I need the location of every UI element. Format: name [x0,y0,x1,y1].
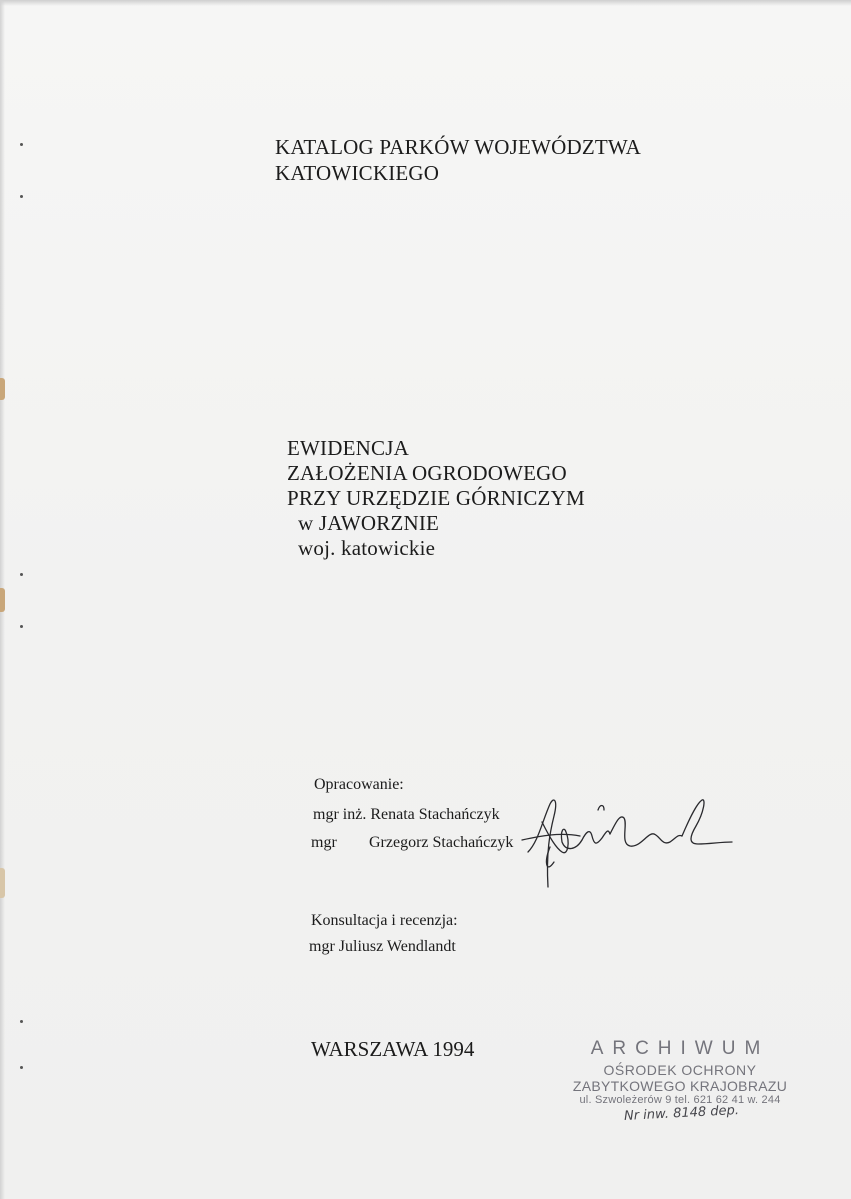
stamp-line-3: ZABYTKOWEGO KRAJOBRAZU [572,1078,788,1094]
handwritten-signature [520,792,735,892]
consultant-name: mgr Juliusz Wendlandt [309,938,456,955]
stamp-line-4: ul. Szwoleżerów 9 tel. 621 62 41 w. 244 [579,1094,781,1106]
binding-hole-mark [20,195,23,198]
scan-edge-top [0,0,851,6]
inventory-number-note: Nr inw. 8148 dep. [623,1103,740,1124]
binding-hole-mark [20,625,23,628]
catalog-header-line-2: KATOWICKIEGO [275,161,440,185]
binder-tab-mark [0,868,5,898]
title-line-5: woj. katowickie [298,536,436,560]
title-line-1: EWIDENCJA [287,436,409,460]
stamp-line-1: ARCHIWUM [590,1038,770,1059]
title-line-4: w JAWORZNIE [298,511,440,535]
binding-hole-mark [20,1066,23,1069]
author-grzegorz-name: Grzegorz Stachańczyk [369,834,514,851]
archive-stamp [570,1038,790,1106]
title-line-2: ZAŁOŻENIA OGRODOWEGO [287,461,567,485]
stamp-line-2: OŚRODEK OCHRONY [603,1062,757,1078]
binding-hole-mark [20,1020,23,1023]
document-title [287,436,585,561]
binding-hole-mark [20,143,23,146]
title-line-3: PRZY URZĘDZIE GÓRNICZYM [287,486,585,510]
consultation-label: Konsultacja i recenzja: [311,912,458,929]
author-renata: mgr inż. Renata Stachańczyk [313,806,500,823]
place-and-year: WARSZAWA 1994 [311,1037,475,1061]
binder-tab-mark [0,588,5,612]
catalog-header-line-1: KATALOG PARKÓW WOJEWÓDZTWA [275,135,641,159]
binder-tab-mark [0,378,5,400]
author-grzegorz-title: mgr [311,834,337,851]
catalog-header [275,134,641,186]
binding-hole-mark [20,573,23,576]
prepared-label: Opracowanie: [314,776,404,793]
